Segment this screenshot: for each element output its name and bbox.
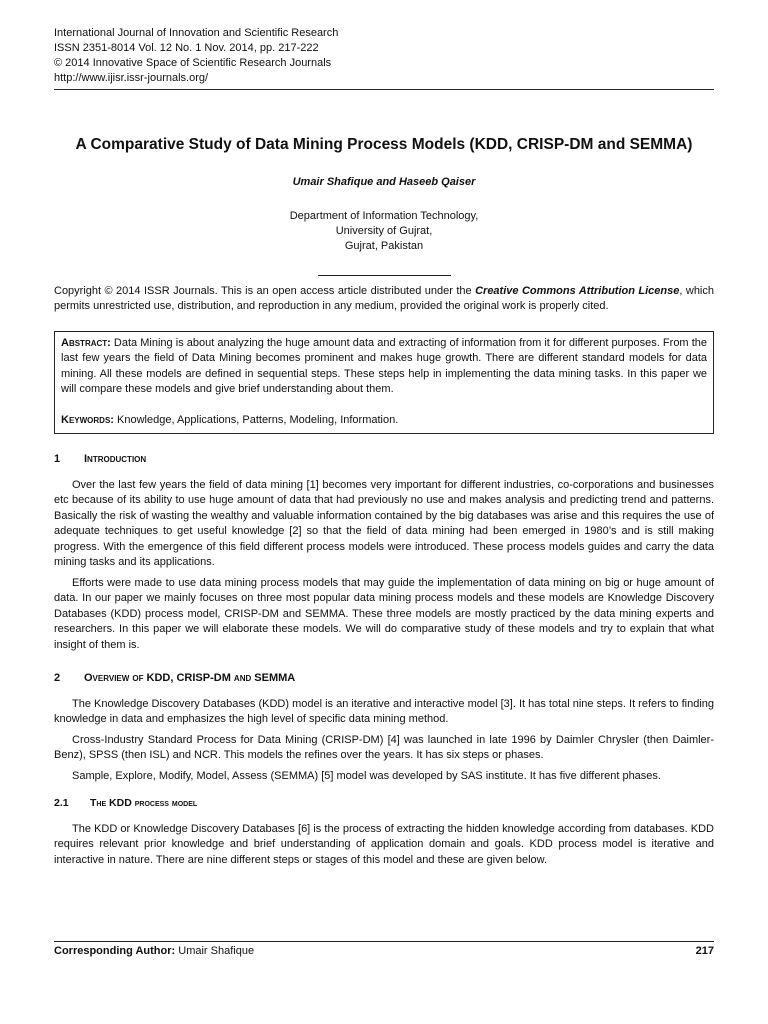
- paragraph: Sample, Explore, Modify, Model, Assess (SEMMA) [5] model was developed by SAS institute. It has five different phases.: [72, 769, 661, 782]
- paragraph: Efforts were made to use data mining process models that may guide the implementation of data mining on big or huge amount of data. In our paper we mainly focuses on three most popular data mining process models and these models are Knowledge Discovery Databases (KDD) process model, CRISP-DM and SEMMA. These three models are mostly practiced by the data mining experts and researchers. In this paper we will elaborate these models. We will do comparative study of these models and try to explain that what insight of them is.: [54, 576, 714, 651]
- paper-authors: Umair Shafique and Haseeb Qaiser: [292, 176, 476, 188]
- paragraph: Cross-Industry Standard Process for Data Mining (CRISP-DM) [4] was launched in late 1996 by Daimler Chrysler (then Daimler-Benz), SPSS (then ISL) and NCR. This models the refines over the years. It has six steps or phases.: [54, 733, 714, 761]
- journal-name: International Journal of Innovation and Scientific Research: [54, 27, 339, 39]
- keywords-text: Knowledge, Applications, Patterns, Modeling, Information.: [113, 413, 399, 426]
- affiliation-department: Department of Information Technology,: [289, 209, 479, 222]
- affiliation-university: University of Gujrat,: [335, 224, 433, 237]
- corresponding-author: [54, 944, 254, 960]
- corresponding-author-label: Corresponding Author:: [54, 945, 176, 957]
- copyright-notice: [54, 284, 714, 315]
- abstract-text: Data Mining is about analyzing the huge amount data and extracting of information from it for different purposes. From the last few years the field of Data Mining becomes prominent and makes huge growth. There are different standard models for data mining. All these models are defined in sequential steps. These steps help in implementing the data mining tasks. In this paper we will compare these models and give brief understanding about them.: [61, 336, 707, 395]
- abstract-box: [54, 331, 714, 435]
- affiliation-location: Gujrat, Pakistan: [344, 239, 424, 252]
- short-divider: [318, 275, 451, 276]
- section-heading-overview: [54, 671, 714, 687]
- corresponding-author-name: Umair Shafique: [175, 945, 255, 957]
- paragraph: Over the last few years the field of data mining [1] becomes very important for different industries, co-corporations and businesses etc because of its ability to use huge amount of data that had previously no use and makes analysis and predicting trend and patterns. Basically the risk of wasting the wealthy and valuable information contained by the big databases was arise and this requires the use of adequate techniques to get useful knowledge [2] so that the field of data mining had been emerged in 1980’s and is still making progress. With the emergence of this field different process models were introduced. These process models guides and carry the data mining tasks and its applications.: [54, 478, 714, 568]
- abstract: [61, 336, 707, 398]
- copyright-text: Copyright © 2014 ISSR Journals. This is an open access article distributed under the: [54, 284, 476, 297]
- page-footer: [54, 941, 714, 960]
- copyright-text-end: , which permits unrestricted use, distribution, and reproduction in any medium, provided the original work is properly cited.: [54, 284, 714, 312]
- section-title: Overview of KDD, CRISP-DM and SEMMA: [84, 672, 296, 684]
- section-heading-introduction: [54, 452, 714, 468]
- affiliation: [54, 209, 714, 254]
- keywords: [61, 413, 707, 429]
- journal-copyright: © 2014 Innovative Space of Scientific Research Journals: [54, 57, 332, 69]
- journal-header: [54, 26, 714, 86]
- journal-url[interactable]: http://www.ijisr.issr-journals.org/: [54, 72, 209, 84]
- paper-page: [54, 26, 714, 873]
- journal-issn: ISSN 2351-8014 Vol. 12 No. 1 Nov. 2014, pp. 217-222: [54, 42, 319, 54]
- subsection-title: The KDD process model: [90, 797, 198, 809]
- page-number: 217: [695, 945, 714, 957]
- section-title: Introduction: [84, 453, 147, 465]
- subsection-number: 2.1: [54, 797, 69, 809]
- paragraph: The KDD or Knowledge Discovery Databases [6] is the process of extracting the hidden knowledge according from databases. KDD requires relevant prior knowledge and brief understanding of application domain and goals. KDD process model is iterative and interactive in nature. There are nine different steps or stages of this model and these are given below.: [54, 822, 714, 866]
- abstract-label: Abstract:: [61, 336, 111, 349]
- license-name: Creative Commons Attribution License: [475, 284, 680, 297]
- header-divider: [54, 89, 714, 90]
- keywords-label: Keywords:: [61, 413, 114, 426]
- section-number: 1: [54, 453, 61, 465]
- subsection-heading-kdd: [54, 796, 714, 812]
- paper-title: A Comparative Study of Data Mining Process Models (KDD, CRISP-DM and SEMMA): [75, 136, 693, 153]
- section-number: 2: [54, 672, 61, 684]
- paragraph: The Knowledge Discovery Databases (KDD) model is an iterative and interactive model [3]. It has total nine steps. It refers to finding knowledge in data and emphasizes the high level of specific data mining method.: [54, 697, 714, 725]
